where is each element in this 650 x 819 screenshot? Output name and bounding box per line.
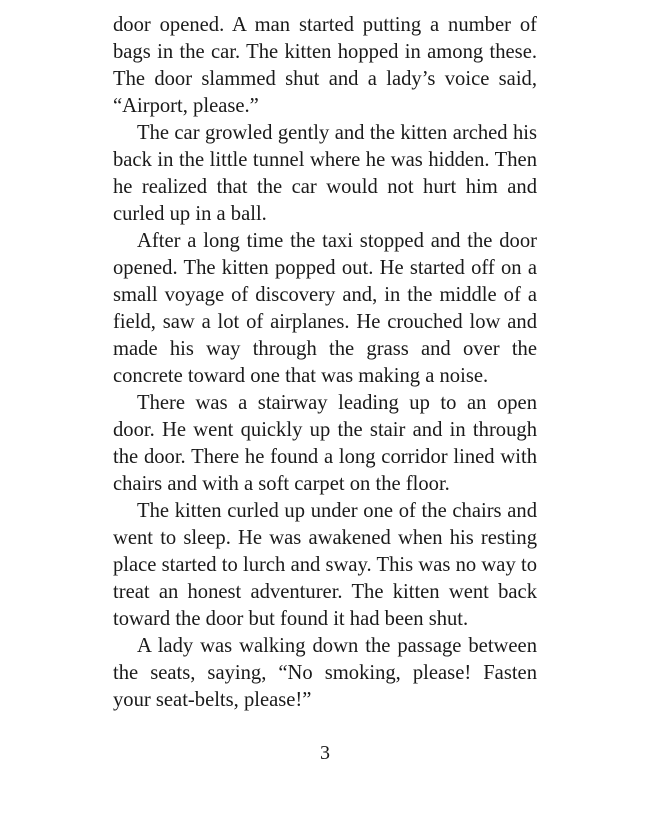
paragraph: There was a stairway leading up to an open door. He went quickly up the stair and in through the door. There he found a long corridor lined with chairs and with a soft carpet on the floor. [113,392,537,495]
paragraph: After a long time the taxi stopped and the door opened. The kitten popped out. He started off on a small voyage of discovery and, in the middle of a field, saw a lot of airplanes. He crouched low and made his way through the grass and over the concrete toward one that was making a noise. [113,230,537,387]
paragraph: A lady was walking down the passage between the seats, saying, “No smoking, please! Fasten your seat-belts, please!” [113,635,537,711]
paragraph-continued: door opened. A man started putting a number of bags in the car. The kitten hopped in among these. The door slammed shut and a lady’s voice said, “Airport, please.” [113,14,537,117]
page-number: 3 [320,742,330,764]
paragraph: The car growled gently and the kitten arched his back in the little tunnel where he was hidden. Then he realized that the car would not hurt him and curled up in a ball. [113,122,537,225]
paragraph: The kitten curled up under one of the chairs and went to sleep. He was awakened when his resting place started to lurch and sway. This was no way to treat an honest adventurer. The kitten went back toward the door but found it had been shut. [113,500,537,630]
page-text [113,12,537,714]
